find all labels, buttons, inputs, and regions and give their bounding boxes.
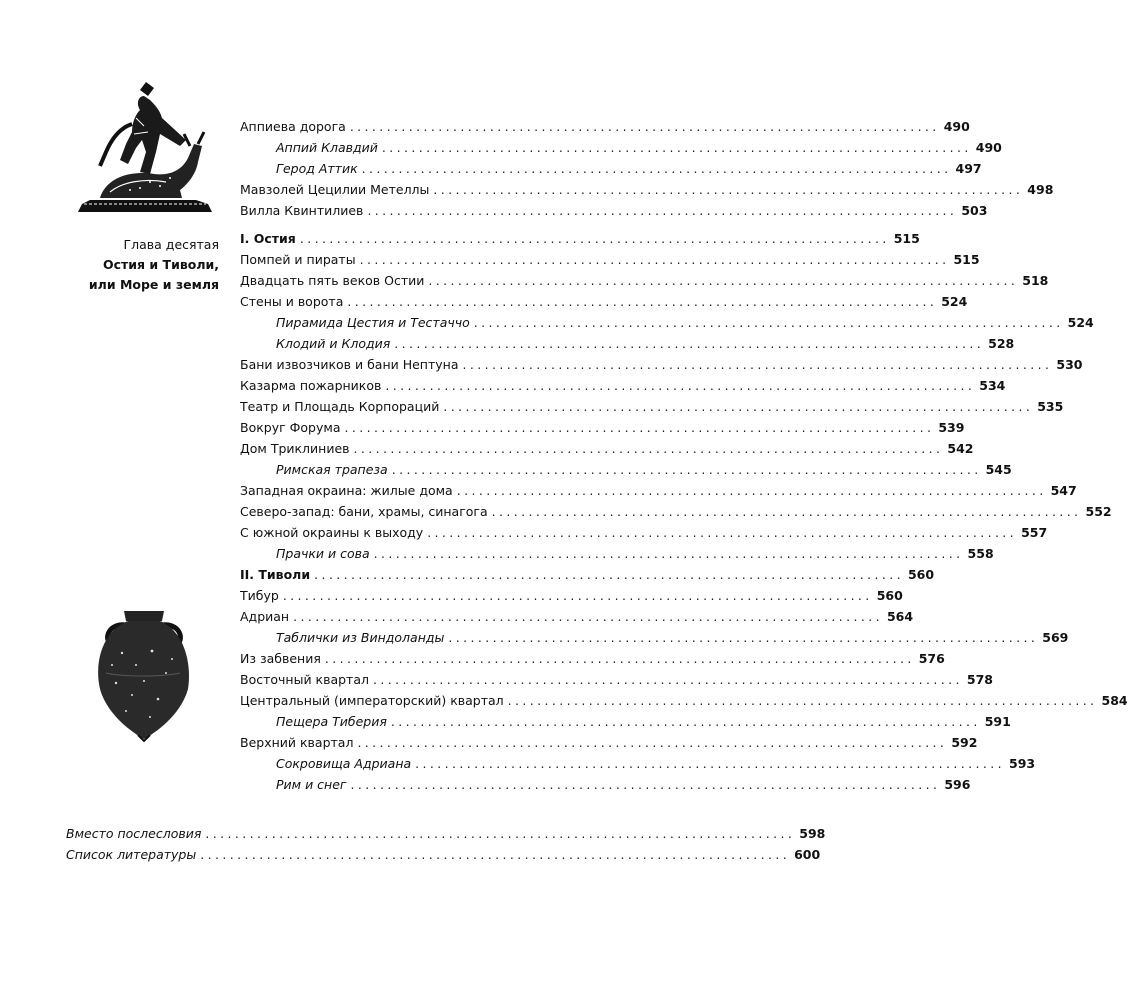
toc-entry[interactable] xyxy=(240,459,1012,480)
table-of-contents xyxy=(240,116,1128,795)
toc-entry-page-number: 584 xyxy=(1101,693,1128,708)
toc-entry[interactable] xyxy=(240,137,1002,158)
toc-entry-title: Западная окраина: жилые дома xyxy=(240,483,453,498)
dot-leader: ................................................................................ xyxy=(390,714,981,729)
toc-entry[interactable] xyxy=(240,669,993,690)
toc-entry-title: Помпей и пираты xyxy=(240,252,356,267)
toc-entry-page-number: 524 xyxy=(941,294,968,309)
dot-leader: ................................................................................ xyxy=(507,693,1098,708)
toc-entry-title: Театр и Площадь Корпораций xyxy=(240,399,440,414)
toc-entry-page-number: 490 xyxy=(943,119,970,134)
dot-leader: ................................................................................ xyxy=(391,462,982,477)
toc-entry-title: Пирамида Цестия и Тестаччо xyxy=(276,315,470,330)
toc-entry-page-number: 596 xyxy=(944,777,971,792)
toc-entry-title: Рим и снег xyxy=(276,777,347,792)
toc-entry-page-number: 598 xyxy=(799,826,826,841)
toc-entry-page-number: 503 xyxy=(961,203,988,218)
toc-entry-title: Аппиева дорога xyxy=(240,119,346,134)
dot-leader: ................................................................................ xyxy=(456,483,1047,498)
dot-leader: ................................................................................ xyxy=(361,161,952,176)
dot-leader: ................................................................................ xyxy=(282,588,873,603)
dot-leader: ................................................................................ xyxy=(357,735,948,750)
toc-entry[interactable] xyxy=(240,480,1077,501)
dot-leader: ................................................................................ xyxy=(344,420,935,435)
toc-entry-page-number: 539 xyxy=(938,420,965,435)
toc-entry[interactable] xyxy=(240,179,1054,200)
toc-entry[interactable] xyxy=(240,291,968,312)
toc-entry-page-number: 552 xyxy=(1085,504,1112,519)
toc-entry-page-number: 518 xyxy=(1022,273,1049,288)
toc-entry-title: Вместо послесловия xyxy=(66,826,202,841)
toc-entry-title: Сокровища Адриана xyxy=(276,756,412,771)
dot-leader: ................................................................................ xyxy=(381,140,972,155)
toc-entry[interactable] xyxy=(240,354,1083,375)
amphora-illustration-icon xyxy=(92,603,194,743)
toc-entry[interactable] xyxy=(240,690,1128,711)
dot-leader: ................................................................................ xyxy=(491,504,1082,519)
dot-leader: ................................................................................ xyxy=(428,273,1019,288)
toc-entry[interactable] xyxy=(240,228,920,249)
toc-entry[interactable] xyxy=(240,627,1069,648)
dot-leader: ................................................................................ xyxy=(433,182,1024,197)
toc-entry-title: Клодий и Клодия xyxy=(276,336,391,351)
toc-chapter-ten-entries xyxy=(240,228,1128,795)
toc-entry-title: Герод Аттик xyxy=(276,161,358,176)
toc-entry-page-number: 490 xyxy=(975,140,1002,155)
toc-entry-title: Мавзолей Цецилии Метеллы xyxy=(240,182,430,197)
statue-illustration-icon xyxy=(70,74,220,220)
toc-entry-page-number: 592 xyxy=(951,735,978,750)
dot-leader: ................................................................................ xyxy=(394,336,985,351)
toc-entry[interactable] xyxy=(240,501,1112,522)
toc-entry-page-number: 591 xyxy=(984,714,1011,729)
dot-leader: ................................................................................ xyxy=(314,567,904,582)
toc-entry[interactable] xyxy=(240,158,982,179)
toc-entry-page-number: 498 xyxy=(1027,182,1054,197)
toc-entry-title: Дом Триклиниев xyxy=(240,441,350,456)
toc-entry-title: II. Тиволи xyxy=(240,567,311,582)
toc-entry[interactable] xyxy=(240,648,945,669)
toc-entry-page-number: 535 xyxy=(1037,399,1064,414)
dot-leader: ................................................................................ xyxy=(350,777,941,792)
toc-entry[interactable] xyxy=(240,375,1006,396)
toc-entry-page-number: 569 xyxy=(1042,630,1069,645)
toc-entry[interactable] xyxy=(240,270,1049,291)
toc-entry-page-number: 557 xyxy=(1021,525,1048,540)
toc-entry[interactable] xyxy=(240,753,1036,774)
toc-entry[interactable] xyxy=(240,564,935,585)
chapter-title-line-1: Остия и Тиволи, xyxy=(103,257,219,272)
toc-entry[interactable] xyxy=(240,333,1015,354)
toc-entry-title: Северо-запад: бани, храмы, синагога xyxy=(240,504,488,519)
toc-entry[interactable] xyxy=(240,438,974,459)
toc-entry-page-number: 560 xyxy=(876,588,903,603)
dot-leader: ................................................................................ xyxy=(373,672,963,687)
toc-entry-page-number: 600 xyxy=(794,847,821,862)
toc-entry-title: Вокруг Форума xyxy=(240,420,341,435)
dot-leader: ................................................................................ xyxy=(385,378,976,393)
toc-entry-page-number: 560 xyxy=(907,567,935,582)
dot-leader: ................................................................................ xyxy=(299,231,890,246)
dot-leader: ................................................................................ xyxy=(462,357,1053,372)
toc-entry-title: I. Остия xyxy=(240,231,296,246)
toc-entry[interactable] xyxy=(240,585,903,606)
toc-entry[interactable] xyxy=(240,417,965,438)
toc-entry[interactable] xyxy=(240,711,1011,732)
toc-entry-title: Римская трапеза xyxy=(276,462,388,477)
toc-entry-page-number: 528 xyxy=(988,336,1015,351)
dot-leader: ................................................................................ xyxy=(427,525,1018,540)
toc-entry-page-number: 578 xyxy=(966,672,993,687)
toc-entry-title: С южной окраины к выходу xyxy=(240,525,424,540)
dot-leader: ................................................................................ xyxy=(415,756,1006,771)
dot-leader: ................................................................................ xyxy=(205,826,796,841)
toc-entry-title: Прачки и сова xyxy=(276,546,370,561)
dot-leader: ................................................................................ xyxy=(324,651,915,666)
toc-entry-title: Тибур xyxy=(240,588,279,603)
toc-entry-title: Пещера Тиберия xyxy=(276,714,387,729)
toc-entry[interactable] xyxy=(66,823,826,844)
toc-entry-page-number: 593 xyxy=(1009,756,1036,771)
toc-entry[interactable] xyxy=(240,396,1064,417)
toc-entry[interactable] xyxy=(240,312,1094,333)
toc-entry-title: Адриан xyxy=(240,609,290,624)
toc-entry-page-number: 515 xyxy=(953,252,980,267)
dot-leader: ................................................................................ xyxy=(200,847,791,862)
toc-entry-page-number: 497 xyxy=(955,161,982,176)
dot-leader: ................................................................................ xyxy=(473,315,1064,330)
toc-entry[interactable] xyxy=(240,200,988,221)
toc-entry[interactable] xyxy=(240,543,994,564)
toc-entry-title: Центральный (императорский) квартал xyxy=(240,693,504,708)
toc-entry-page-number: 576 xyxy=(918,651,945,666)
dot-leader: ................................................................................ xyxy=(359,252,950,267)
toc-entry[interactable] xyxy=(240,732,978,753)
toc-entry[interactable] xyxy=(240,522,1048,543)
chapter-title-line-2: или Море и земля xyxy=(88,277,219,292)
toc-entry[interactable] xyxy=(240,774,971,795)
toc-entry-title: Двадцать пять веков Остии xyxy=(240,273,425,288)
dot-leader: ................................................................................ xyxy=(373,546,964,561)
toc-back-matter xyxy=(66,823,826,865)
toc-entry-page-number: 558 xyxy=(967,546,994,561)
toc-entry[interactable] xyxy=(66,844,821,865)
toc-entry-page-number: 545 xyxy=(985,462,1012,477)
toc-entry-title: Вилла Квинтилиев xyxy=(240,203,364,218)
toc-entry-page-number: 534 xyxy=(979,378,1006,393)
dot-leader: ................................................................................ xyxy=(349,119,940,134)
toc-entry[interactable] xyxy=(240,606,914,627)
toc-entry-title: Список литературы xyxy=(66,847,197,862)
toc-entry-page-number: 515 xyxy=(893,231,920,246)
toc-entry-title: Восточный квартал xyxy=(240,672,369,687)
toc-entry-title: Из забвения xyxy=(240,651,321,666)
dot-leader: ................................................................................ xyxy=(353,441,944,456)
toc-entry-page-number: 564 xyxy=(886,609,914,624)
toc-entry-page-number: 530 xyxy=(1056,357,1083,372)
toc-previous-chapter-entries xyxy=(240,116,1054,221)
toc-entry-title: Казарма пожарников xyxy=(240,378,382,393)
toc-entry[interactable] xyxy=(240,249,980,270)
toc-entry-title: Стены и ворота xyxy=(240,294,344,309)
dot-leader: ................................................................................ xyxy=(347,294,938,309)
dot-leader: ................................................................................ xyxy=(448,630,1039,645)
dot-leader: ................................................................................ xyxy=(367,203,958,218)
dot-leader: ................................................................................ xyxy=(293,609,883,624)
chapter-number: Глава десятая xyxy=(123,237,219,252)
toc-entry[interactable] xyxy=(240,116,970,137)
toc-entry-title: Таблички из Виндоланды xyxy=(276,630,445,645)
toc-entry-title: Аппий Клавдий xyxy=(276,140,378,155)
chapter-heading xyxy=(89,235,219,295)
toc-entry-title: Верхний квартал xyxy=(240,735,354,750)
toc-entry-page-number: 547 xyxy=(1050,483,1077,498)
toc-entry-page-number: 524 xyxy=(1067,315,1094,330)
toc-entry-page-number: 542 xyxy=(947,441,974,456)
dot-leader: ................................................................................ xyxy=(443,399,1034,414)
toc-entry-title: Бани извозчиков и бани Нептуна xyxy=(240,357,459,372)
